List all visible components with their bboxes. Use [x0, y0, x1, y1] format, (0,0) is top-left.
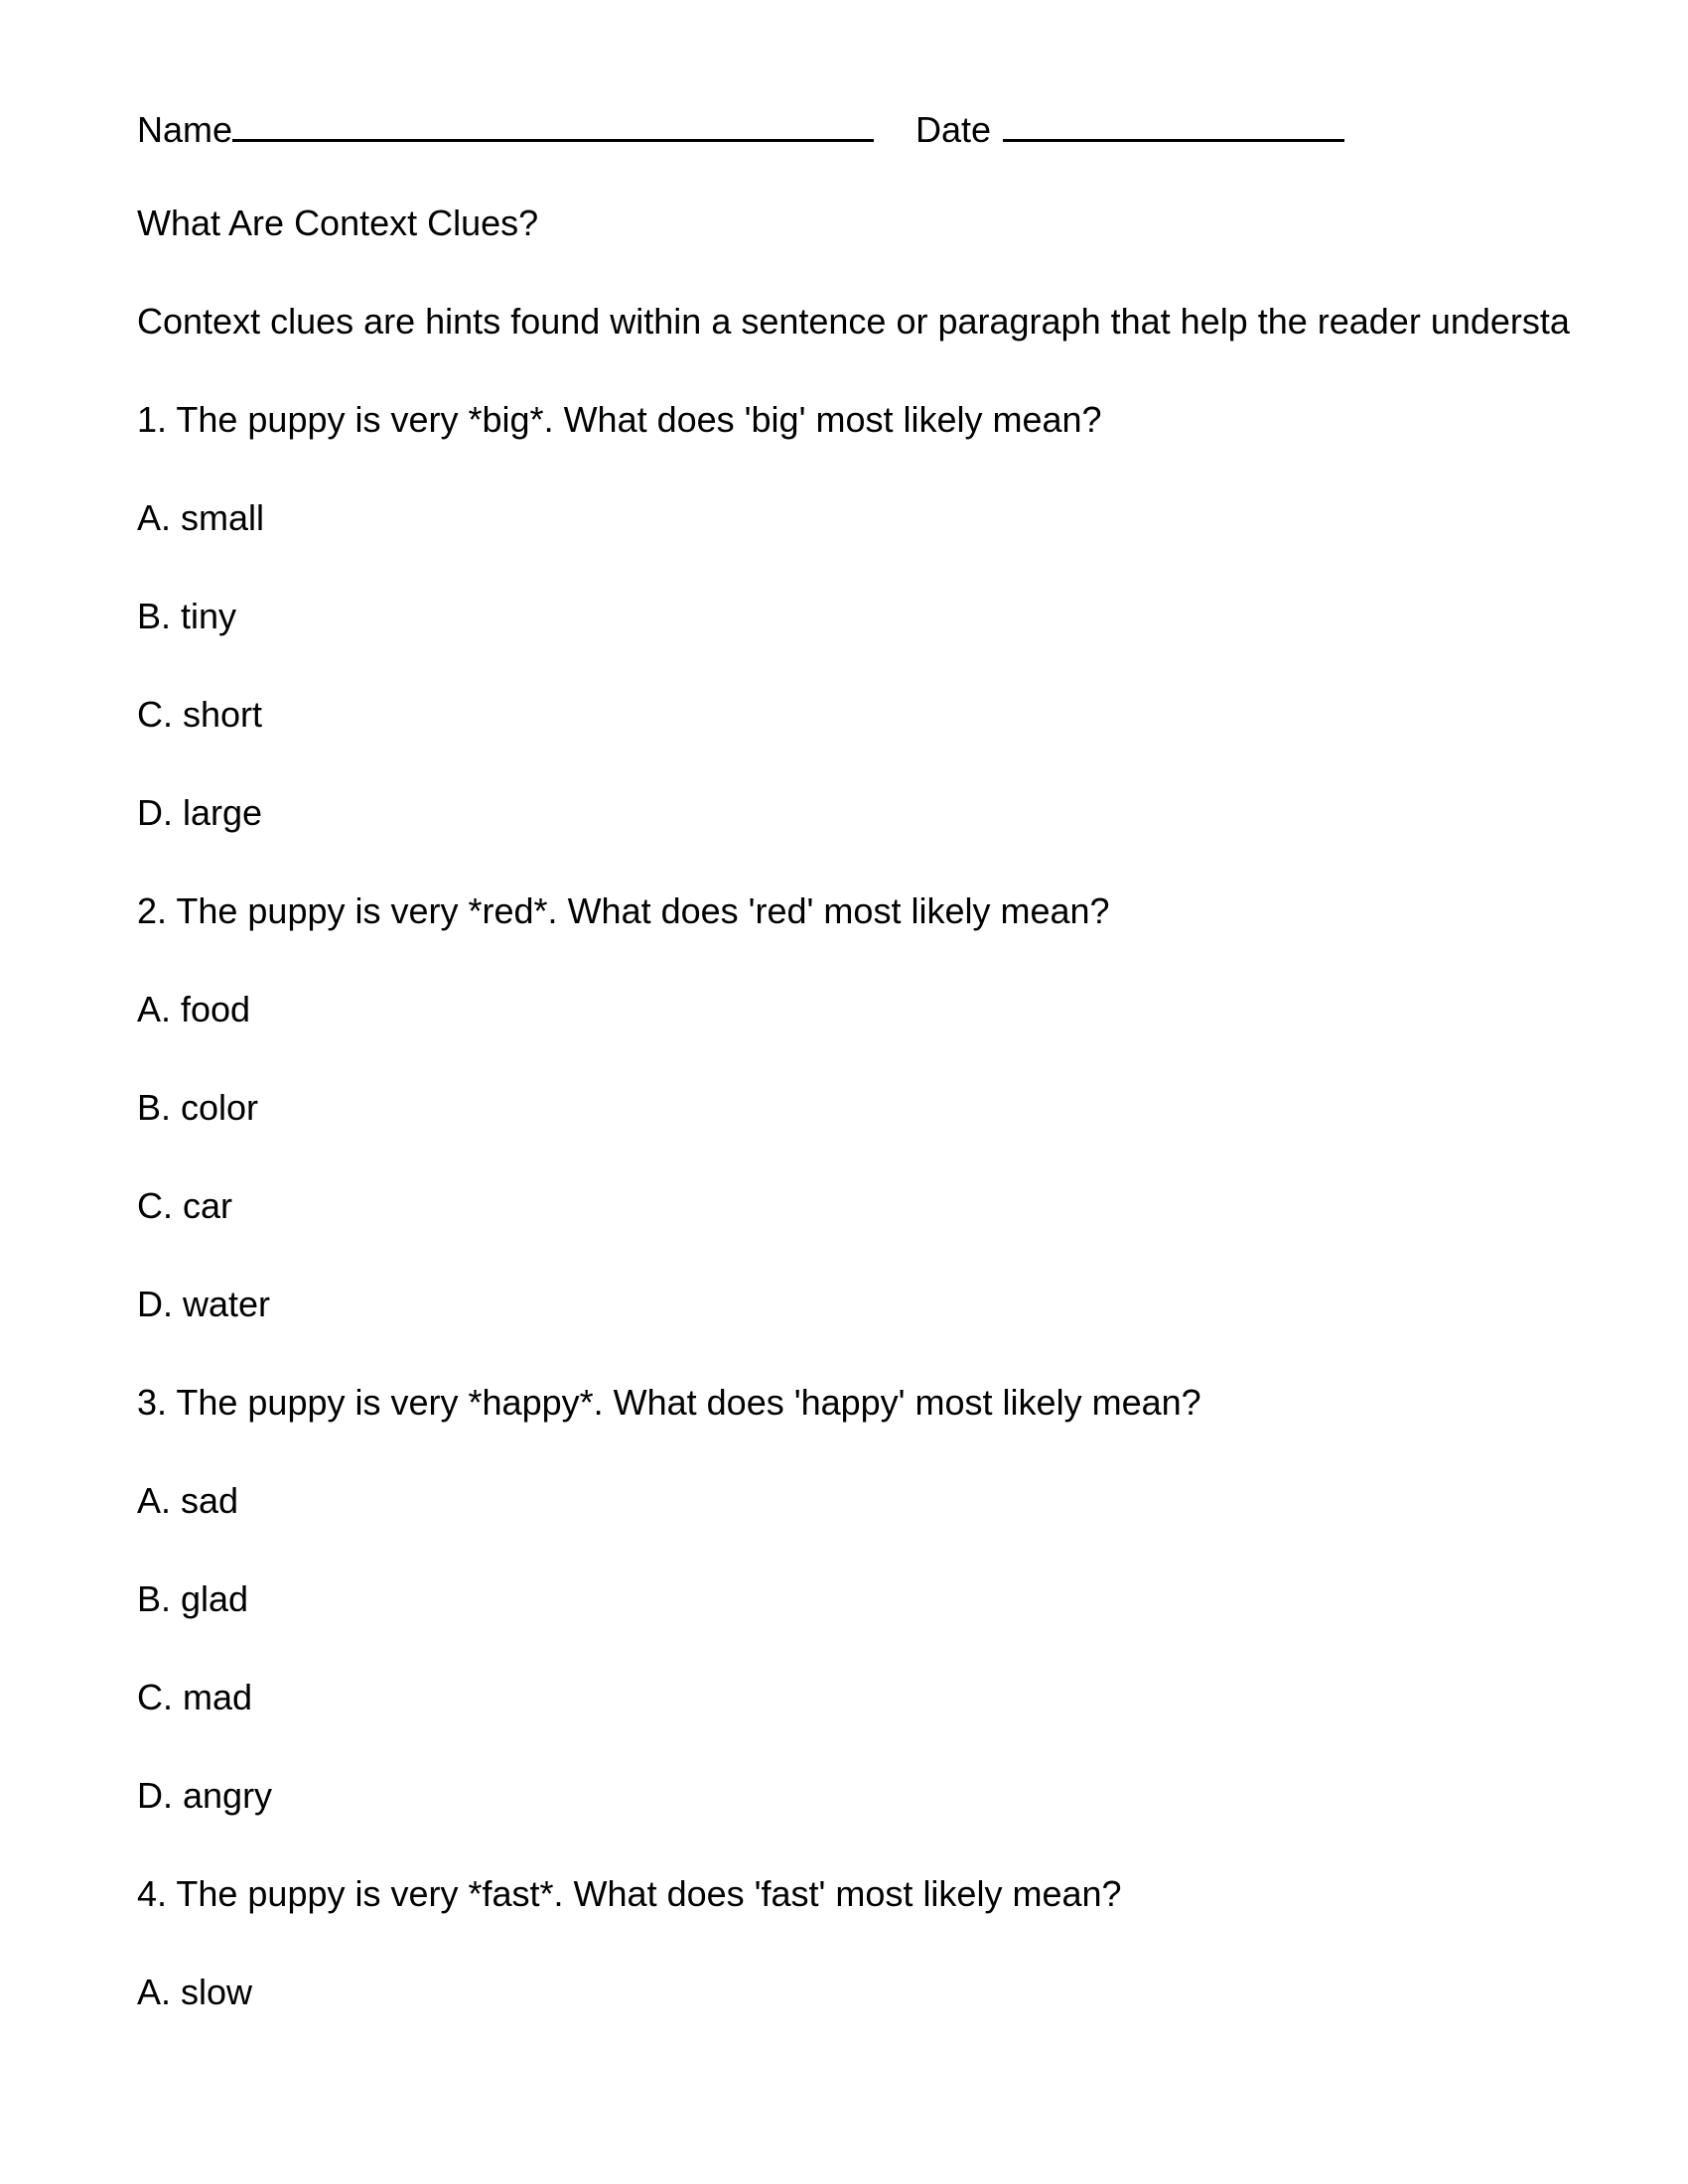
name-label: Name [137, 109, 233, 150]
question-2-option-c: C. car [137, 1185, 233, 1226]
question-3-prompt: 3. The puppy is very *happy*. What does 'happy' most likely mean? [137, 1382, 1201, 1423]
question-4-option-a: A. slow [137, 1972, 253, 2012]
question-4-prompt: 4. The puppy is very *fast*. What does 'fast' most likely mean? [137, 1873, 1122, 1914]
question-3-option-a: A. sad [137, 1480, 239, 1521]
question-2-option-a: A. food [137, 989, 251, 1029]
question-1-option-c: C. short [137, 694, 263, 735]
date-blank-line [1003, 103, 1344, 142]
question-3-option-d: D. angry [137, 1775, 273, 1816]
worksheet-title: What Are Context Clues? [137, 203, 539, 243]
question-3-option-b: B. glad [137, 1578, 249, 1619]
question-1-option-a: A. small [137, 497, 265, 538]
question-1-prompt: 1. The puppy is very *big*. What does 'big' most likely mean? [137, 399, 1102, 440]
name-blank-line [232, 103, 874, 142]
question-1-option-d: D. large [137, 792, 263, 833]
question-2-option-b: B. color [137, 1087, 259, 1128]
question-2-option-d: D. water [137, 1284, 271, 1324]
intro-text: Context clues are hints found within a sentence or paragraph that help the reader understa [137, 301, 1570, 341]
date-label: Date [915, 109, 992, 150]
question-1-option-b: B. tiny [137, 596, 237, 636]
question-2-prompt: 2. The puppy is very *red*. What does 'red' most likely mean? [137, 890, 1110, 931]
question-3-option-c: C. mad [137, 1677, 253, 1717]
header-row [137, 103, 1344, 152]
